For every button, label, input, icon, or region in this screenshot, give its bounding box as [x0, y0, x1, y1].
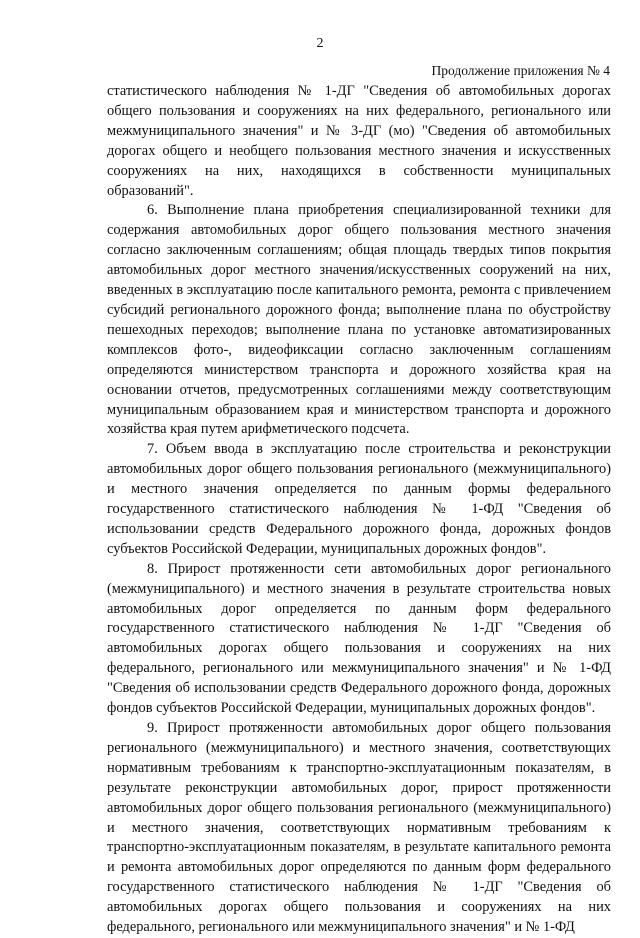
page-number: 2	[316, 36, 324, 51]
paragraph-continuation: статистического наблюдения № 1-ДГ "Сведения об автомобильных дорогах общего пользования и сооружениях на них федерального, регионального или межмуниципального значения" и № 3-ДГ (мо) "Сведения об автомобильных дорогах общего и необщего пользования местного значения и искусственных сооружениях на них, находящихся в собственности муниципальных образований".	[107, 83, 611, 199]
paragraph-item-9: 9. Прирост протяженности автомобильных дорог общего пользования регионального (межмуниципального) и местного значения, соответствующих нормативным требованиям к транспортно-эксплуатационным показателям, в результате реконструкции автомобильных дорог, прирост протяженности автомобильных дорог общего пользования регионального (межмуниципального) и местного значения, соответствующих нормативным требованиям к транспортно-эксплуатационным показателям, в результате капитального ремонта и ремонта автомобильных дорог определяются по данным форм федерального государственного статистического наблюдения № 1-ДГ "Сведения об автомобильных дорогах общего пользования и сооружениях на них федерального, регионального или межмуниципального значения" и № 1-ФД	[107, 720, 611, 936]
paragraph-item-7: 7. Объем ввода в эксплуатацию после строительства и реконструкции автомобильных дорог общего пользования регионального (межмуниципального) и местного значения определяется по данным формы федерального государственного статистического наблюдения № 1-ФД "Сведения об использовании средств Федерального дорожного фонда, дорожных фондов субъектов Российской Федерации, муниципальных дорожных фондов".	[107, 441, 611, 557]
paragraph-item-6: 6. Выполнение плана приобретения специализированной техники для содержания автомобильных дорог общего пользования местного значения согласно заключенным соглашениям; общая площадь твердых типов покрытия автомобильных дорог местного значения/искусственных сооружений на них, введенных в эксплуатацию после капитального ремонта, ремонта с привлечением субсидий регионального дорожного фонда; выполнение плана по обустройству пешеходных переходов; выполнение плана по установке автоматизированных комплексов фото-, видеофиксации согласно заключенным соглашениям определяются министерством транспорта и дорожного хозяйства края на основании отчетов, предусмотренных соглашениями между соответствующим муниципальным образованием края и министерством транспорта и дорожного хозяйства края путем арифметического подсчета.	[107, 202, 611, 438]
paragraph-item-8: 8. Прирост протяженности сети автомобильных дорог регионального (межмуниципального) и местного значения в результате строительства новых автомобильных дорог определяется по данным форм федерального государственного статистического наблюдения № 1-ДГ "Сведения об автомобильных дорогах общего пользования и сооружениях на них федерального, регионального или межмуниципального значения" и № 1-ФД "Сведения об использовании средств Федерального дорожного фонда, дорожных фондов субъектов Российской Федерации, муниципальных дорожных фондов".	[107, 560, 611, 717]
document-body	[107, 82, 611, 938]
appendix-label: Продолжение приложения № 4	[431, 63, 610, 78]
